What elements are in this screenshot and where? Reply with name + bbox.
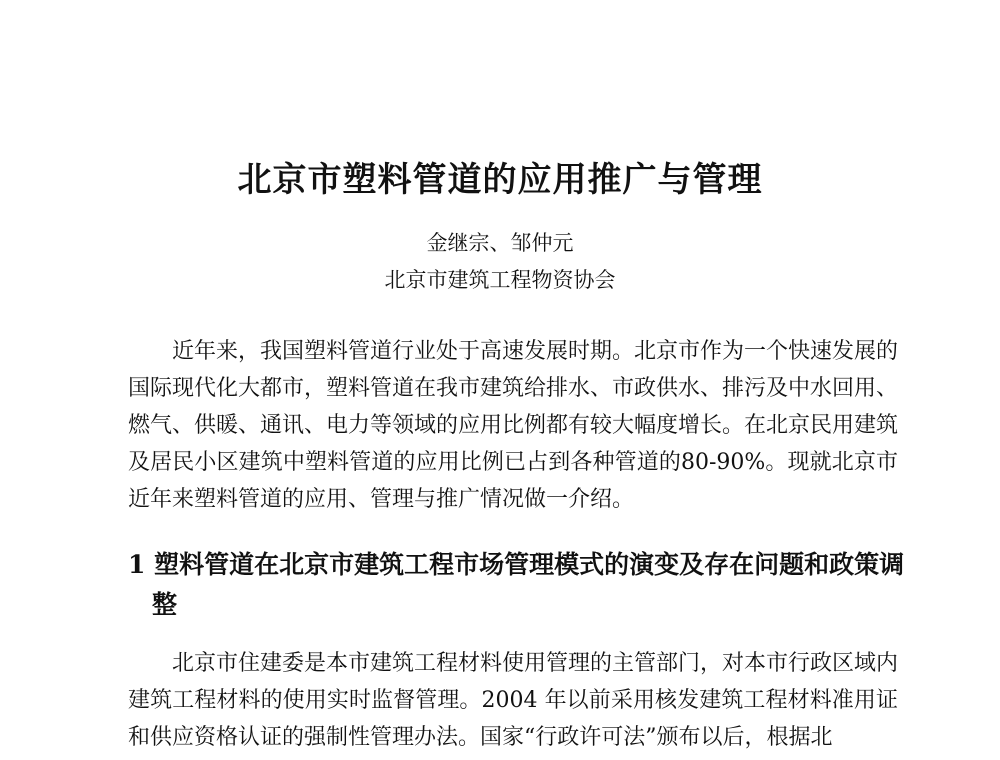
intro-paragraph: 近年来，我国塑料管道行业处于高速发展时期。北京市作为一个快速发展的国际现代化大都市，塑料管道在我市建筑给排水、市政供水、排污及中水回用、燃气、供暖、通讯、电力等领域的应用比例都有较大幅度增长。在北京民用建筑及居民小区建筑中塑料管道的应用比例已占到各种管道的80-90%。现就北京市近年来塑料管道的应用、管理与推广情况做一介绍。 xyxy=(128,339,899,512)
article-title: 北京市塑料管道的应用推广与管理 xyxy=(237,160,763,200)
author-affiliation: 北京市建筑工程物资协会 xyxy=(384,268,616,292)
author-names: 金继宗、邹仲元 xyxy=(426,231,574,255)
section-1-paragraph: 北京市住建委是本市建筑工程材料使用管理的主管部门，对本市行政区域内建筑工程材料的使用实时监督管理。2004 年以前采用核发建筑工程材料准用证和供应资格认证的强制性管理办法。国家“行政许可法”颁布以后，根据北 xyxy=(128,651,899,750)
section-1-heading: 1 塑料管道在北京市建筑工程市场管理模式的演变及存在问题和政策调整 xyxy=(128,550,905,619)
